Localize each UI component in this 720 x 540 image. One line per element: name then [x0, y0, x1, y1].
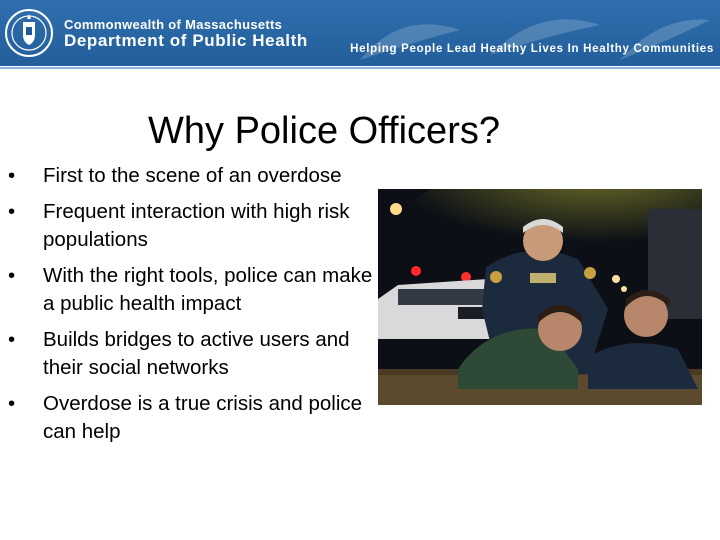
- org-name-line1: Commonwealth of Massachusetts: [64, 17, 283, 32]
- banner-strip: [0, 66, 720, 81]
- massachusetts-seal-icon: [4, 8, 54, 58]
- leaf-decoration-icon: [340, 0, 720, 66]
- bullet-text: With the right tools, police can make a public health impact: [43, 264, 373, 315]
- bullet-item: [8, 390, 380, 446]
- bullet-dot-icon: •: [8, 328, 16, 351]
- bullet-dot-icon: •: [8, 392, 16, 415]
- bullet-list: [8, 162, 380, 454]
- bullet-dot-icon: •: [8, 200, 16, 223]
- bullet-dot-icon: •: [8, 164, 16, 187]
- bullet-text: First to the scene of an overdose: [43, 164, 342, 187]
- org-name-line2: Department of Public Health: [64, 31, 308, 50]
- bullet-text: Frequent interaction with high risk populations: [43, 200, 350, 251]
- bullet-item: [8, 326, 380, 382]
- motto-text: Helping People Lead Healthy Lives In Healthy Communities: [350, 43, 714, 55]
- bullet-text: Builds bridges to active users and their social networks: [43, 328, 350, 379]
- bullet-item: [8, 262, 380, 318]
- bullet-item: [8, 198, 380, 254]
- bullet-dot-icon: •: [8, 264, 16, 287]
- slide-title: Why Police Officers?: [148, 110, 500, 152]
- photo-illustration: [378, 189, 702, 405]
- bullet-item: [8, 162, 380, 190]
- police-officer-photo: [378, 189, 702, 405]
- bullet-text: Overdose is a true crisis and police can help: [43, 392, 363, 443]
- header-banner: [0, 0, 720, 81]
